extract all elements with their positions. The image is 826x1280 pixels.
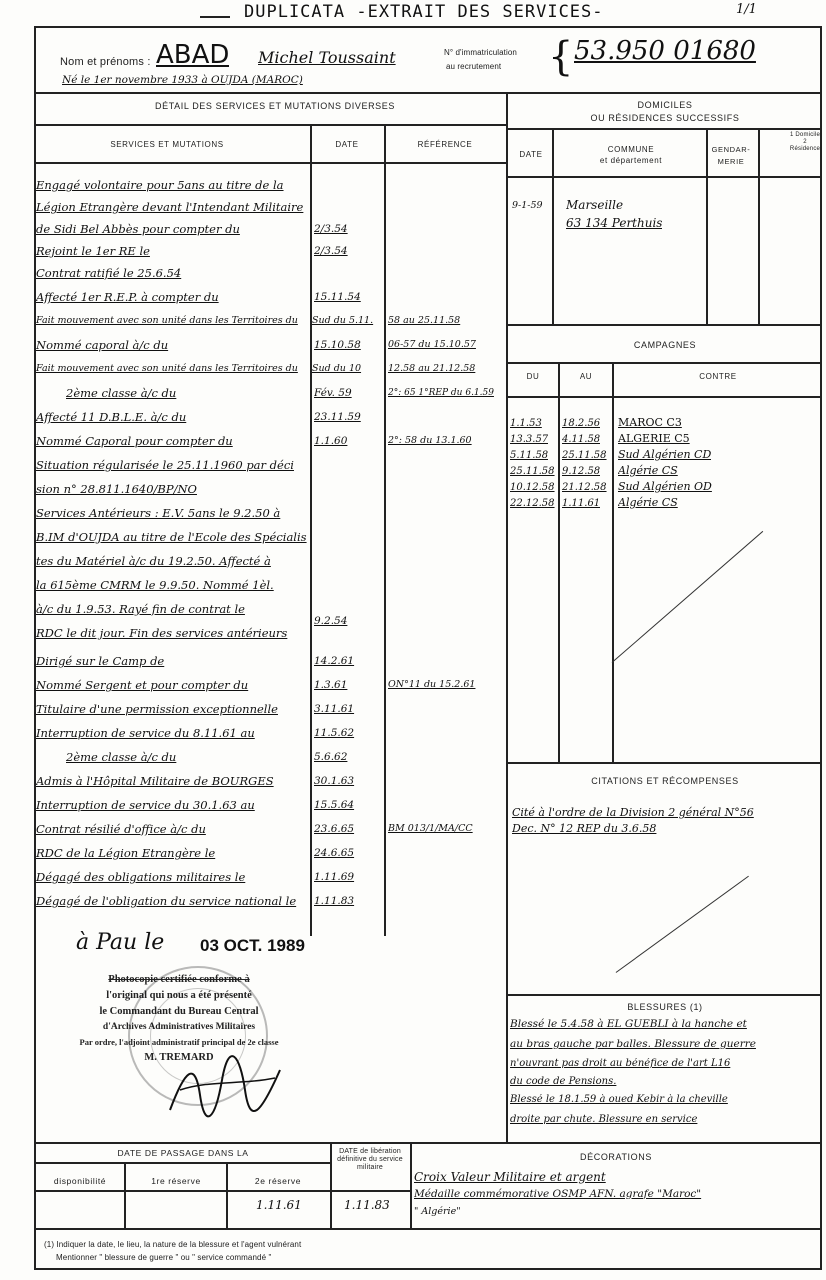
service-row-text: Fait mouvement avec son unité dans les Territoires du <box>36 363 298 374</box>
service-row-date: 11.5.62 <box>314 727 355 739</box>
domiciles-title-1: DOMICILES <box>637 100 693 110</box>
service-row-date: 2/3.54 <box>314 223 348 235</box>
service-row-text: de Sidi Bel Abbès pour compter du <box>36 222 240 236</box>
dom-col-commune-1: COMMUNE <box>607 145 655 154</box>
service-row-text: Légion Etrangère devant l'Intendant Militaire <box>36 200 304 214</box>
service-row-text: Contrat ratifié le 25.6.54 <box>36 266 182 280</box>
service-row-date: 30.1.63 <box>314 775 355 787</box>
service-row-text: Admis à l'Hôpital Militaire de BOURGES <box>36 774 274 788</box>
citations-top-divider <box>506 762 822 764</box>
service-row-text: Fait mouvement avec son unité dans les Territoires du <box>36 315 298 326</box>
service-row-text: Situation régularisée le 25.11.1960 par déci <box>36 458 294 472</box>
service-row-text: Interruption de service du 8.11.61 au <box>36 726 255 740</box>
campagnes-top-divider <box>506 324 822 326</box>
service-row-date: 14.2.61 <box>314 655 355 667</box>
service-row-text: RDC de la Légion Etrangère le <box>36 846 216 860</box>
service-row-text: Titulaire d'une permission exceptionnelle <box>36 702 278 716</box>
surname: ABAD <box>156 40 230 70</box>
service-row-date: Sud du 5.11. <box>312 315 374 326</box>
camp-row-au: 4.11.58 <box>562 434 601 445</box>
service-row-text: tes du Matériel à/c du 19.2.50. Affecté à <box>36 554 271 568</box>
given-names: Michel Toussaint <box>258 48 396 67</box>
main-column-divider <box>506 92 508 1142</box>
service-row-ref: 2°: 65 1°REP du 6.1.59 <box>388 388 494 398</box>
camp-row-au: 25.11.58 <box>562 450 607 461</box>
service-row-date: 3.11.61 <box>314 703 355 715</box>
col-header-reference: RÉFÉRENCE <box>417 140 473 149</box>
service-row-ref: ON°11 du 15.2.61 <box>388 679 476 690</box>
service-row-text: RDC le dit jour. Fin des services antérieurs <box>36 626 288 640</box>
services-header-divider <box>34 162 506 164</box>
matricule-label-1: N° d'immatriculation <box>444 48 517 57</box>
dom-commune-divider <box>706 128 708 324</box>
service-row-text: la 615ème CMRM le 9.9.50. Nommé 1èl. <box>36 578 274 592</box>
dom-row-date: 9-1-59 <box>512 200 543 211</box>
service-row-date: Fév. 59 <box>314 387 352 399</box>
camp-row-du: 5.11.58 <box>510 450 549 461</box>
camp-row-au: 9.12.58 <box>562 466 601 477</box>
footnote-line-2: Mentionner " blessure de guerre " ou " service commandé " <box>56 1253 272 1262</box>
col-header-date: DATE <box>335 140 359 149</box>
certification-line: M. TREMARD <box>144 1052 214 1063</box>
camp-row-du: 13.3.57 <box>510 434 549 445</box>
passage-title-divider <box>34 1162 330 1164</box>
service-row-date: 23.6.65 <box>314 823 355 835</box>
camp-du-divider <box>558 362 560 762</box>
passage-col-reserve1: 1re réserve <box>151 1176 201 1186</box>
passage-val-reserve2: 1.11.61 <box>256 1198 302 1212</box>
decorations-title: DÉCORATIONS <box>580 1152 652 1162</box>
service-row-date: 1.1.60 <box>314 435 348 447</box>
service-row-text: sion n° 28.811.1640/BP/NO <box>36 482 197 496</box>
passage-col-disponibilite: disponibilité <box>53 1176 107 1186</box>
identity-divider <box>34 92 822 94</box>
services-title-divider <box>34 124 506 126</box>
service-row-text: 2ème classe à/c du <box>66 386 177 400</box>
service-row-text: B.IM d'OUJDA au titre de l'Ecole des Spécialis <box>36 530 307 544</box>
decoration-line: Croix Valeur Militaire et argent <box>414 1170 606 1184</box>
blessures-top-divider <box>506 994 822 996</box>
decoration-line: " Algérie" <box>414 1206 461 1217</box>
footnote-line-1: (1) Indiquer la date, le lieu, la nature de la blessure et l'agent vulnérant <box>44 1240 302 1249</box>
service-row-date: 9.2.54 <box>314 615 348 627</box>
passage-col-reserve2: 2e réserve <box>254 1176 302 1186</box>
camp-row-au: 18.2.56 <box>562 418 601 429</box>
matricule-label-2: au recrutement <box>446 62 502 71</box>
service-row-ref: 2°: 58 du 13.1.60 <box>388 435 472 446</box>
service-row-date: 5.6.62 <box>314 751 348 763</box>
service-row-text: Interruption de service du 30.1.63 au <box>36 798 255 812</box>
passage-col-divider-1 <box>124 1162 126 1228</box>
blessure-line: du code de Pensions. <box>510 1076 617 1087</box>
service-row-date: 1.11.69 <box>314 871 355 883</box>
service-row-date: 23.11.59 <box>314 411 361 423</box>
matricule-number: 53.950 01680 <box>574 36 756 66</box>
decoration-line: Médaille commémorative OSMP AFN. agrafe "Maroc" <box>414 1188 702 1200</box>
place-date-handwritten: à Pau le <box>76 930 165 955</box>
service-row-text: Affecté 11 D.B.L.E. à/c du <box>36 410 187 424</box>
service-row-date: 2/3.54 <box>314 245 348 257</box>
certification-line: l'original qui nous a été présenté <box>106 990 252 1001</box>
camp-row-du: 25.11.58 <box>510 466 555 477</box>
camp-col-au: AU <box>579 372 593 381</box>
camp-au-divider <box>612 362 614 762</box>
brace-icon: { <box>548 34 574 80</box>
service-row-text: Nommé Caporal pour compter du <box>36 434 233 448</box>
service-row-date: 15.11.54 <box>314 291 361 303</box>
service-row-ref: 12.58 au 21.12.58 <box>388 363 476 374</box>
services-section-title: DÉTAIL DES SERVICES ET MUTATIONS DIVERSES <box>155 101 395 111</box>
dom-col-gendarmerie-1: GENDAR- <box>711 145 751 154</box>
citation-line: Dec. N° 12 REP du 3.6.58 <box>512 822 657 835</box>
service-row-text: Engagé volontaire pour 5ans au titre de la <box>36 178 284 192</box>
header-dash-left <box>200 16 230 18</box>
blessure-line: Blessé le 5.4.58 à EL GUEBLI à la hanche et <box>510 1018 747 1030</box>
camp-col-du: DU <box>526 372 540 381</box>
camp-row-contre: Algérie CS <box>618 464 678 477</box>
services-date-divider <box>310 124 312 936</box>
camp-row-contre: ALGERIE C5 <box>618 432 690 445</box>
passage-val-liberation: 1.11.83 <box>344 1198 390 1212</box>
handwritten-signature <box>160 1050 290 1130</box>
blessure-line: n'ouvrant pas droit au bénéfice de l'art L16 <box>510 1058 731 1069</box>
certification-line: Par ordre, l'adjoint administratif principal de 2e classe <box>79 1037 279 1047</box>
service-row-text: Dirigé sur le Camp de <box>36 654 165 668</box>
camp-row-au: 1.11.61 <box>562 498 601 509</box>
campagnes-title-divider <box>506 362 822 364</box>
service-row-date: 15.10.58 <box>314 339 361 351</box>
place-date-stamped: 03 OCT. 1989 <box>200 936 305 955</box>
service-row-text: 2ème classe à/c du <box>66 750 177 764</box>
camp-row-contre: Algérie CS <box>618 496 678 509</box>
dom-col-domicile: 1 Domicile 2 Résidence <box>789 132 821 152</box>
camp-row-contre: MAROC C3 <box>618 416 682 429</box>
campagnes-title: CAMPAGNES <box>633 340 697 350</box>
citations-title: CITATIONS ET RÉCOMPENSES <box>591 776 739 786</box>
service-row-text: Rejoint le 1er RE le <box>36 244 150 258</box>
service-row-text: Services Antérieurs : E.V. 5ans le 9.2.50 à <box>36 506 281 520</box>
service-row-date: Sud du 10 <box>312 363 362 374</box>
service-row-date: 24.6.65 <box>314 847 355 859</box>
blessures-title: BLESSURES (1) <box>627 1002 703 1012</box>
camp-col-contre: CONTRE <box>699 372 737 381</box>
passage-col-divider-3 <box>330 1142 332 1228</box>
certification-line: Photocopie certifiée conforme à <box>108 974 250 985</box>
passage-col-divider-2 <box>226 1162 228 1228</box>
dom-date-divider <box>552 128 554 324</box>
camp-row-contre: Sud Algérien CD <box>618 448 712 461</box>
service-row-date: 1.3.61 <box>314 679 348 691</box>
dom-col-gendarmerie-2: MERIE <box>717 157 745 166</box>
camp-row-contre: Sud Algérien OD <box>618 480 712 493</box>
page-number: 1/1 <box>736 2 757 17</box>
service-row-text: Nommé caporal à/c du <box>36 338 169 352</box>
dom-col-commune-2: et département <box>599 156 663 165</box>
passage-header-divider <box>34 1190 410 1192</box>
blessure-line: droite par chute. Blessure en service <box>510 1114 698 1125</box>
dom-col-date: DATE <box>519 150 543 159</box>
service-row-ref: 58 au 25.11.58 <box>388 315 461 326</box>
service-row-text: Contrat résilié d'office à/c du <box>36 822 206 836</box>
service-row-date: 1.11.83 <box>314 895 355 907</box>
document-title: DUPLICATA -EXTRAIT DES SERVICES- <box>244 2 604 22</box>
service-row-text: à/c du 1.9.53. Rayé fin de contrat le <box>36 602 245 616</box>
certification-line: le Commandant du Bureau Central <box>99 1006 259 1017</box>
certification-line: d'Archives Administratives Militaires <box>102 1022 256 1032</box>
service-row-ref: 06-57 du 15.10.57 <box>388 339 476 350</box>
domiciles-title-2: OU RÉSIDENCES SUCCESSIFS <box>590 113 740 123</box>
dom-gendarmerie-divider <box>758 128 760 324</box>
service-row-date: 15.5.64 <box>314 799 355 811</box>
camp-row-au: 21.12.58 <box>562 482 607 493</box>
dom-row-commune: 63 134 Perthuis <box>566 216 663 230</box>
passage-col-liberation: DATE de libération définitive du service militaire <box>337 1148 403 1171</box>
camp-row-du: 1.1.53 <box>510 418 542 429</box>
col-header-services: SERVICES ET MUTATIONS <box>110 140 224 149</box>
dom-row-commune: Marseille <box>566 198 624 212</box>
bottom-band-top-divider <box>34 1142 822 1144</box>
service-row-text: Affecté 1er R.E.P. à compter du <box>36 290 219 304</box>
service-row-text: Dégagé des obligations militaires le <box>36 870 246 884</box>
blessure-line: au bras gauche par balles. Blessure de guerre <box>510 1038 756 1050</box>
footnote-divider <box>34 1228 822 1230</box>
campagnes-header-divider <box>506 396 822 398</box>
name-label: Nom et prénoms : <box>60 56 151 68</box>
service-row-text: Dégagé de l'obligation du service national le <box>36 894 297 908</box>
service-row-text: Nommé Sergent et pour compter du <box>36 678 249 692</box>
camp-row-du: 10.12.58 <box>510 482 555 493</box>
citation-line: Cité à l'ordre de la Division 2 général N°56 <box>512 806 754 819</box>
passage-title: DATE DE PASSAGE DANS LA <box>117 1148 249 1158</box>
service-row-ref: BM 013/1/MA/CC <box>388 823 473 834</box>
blessure-line: Blessé le 18.1.59 à oued Kebir à la cheville <box>510 1094 728 1105</box>
camp-row-du: 22.12.58 <box>510 498 555 509</box>
birth-line: Né le 1er novembre 1933 à OUJDA (MAROC) <box>62 74 303 86</box>
